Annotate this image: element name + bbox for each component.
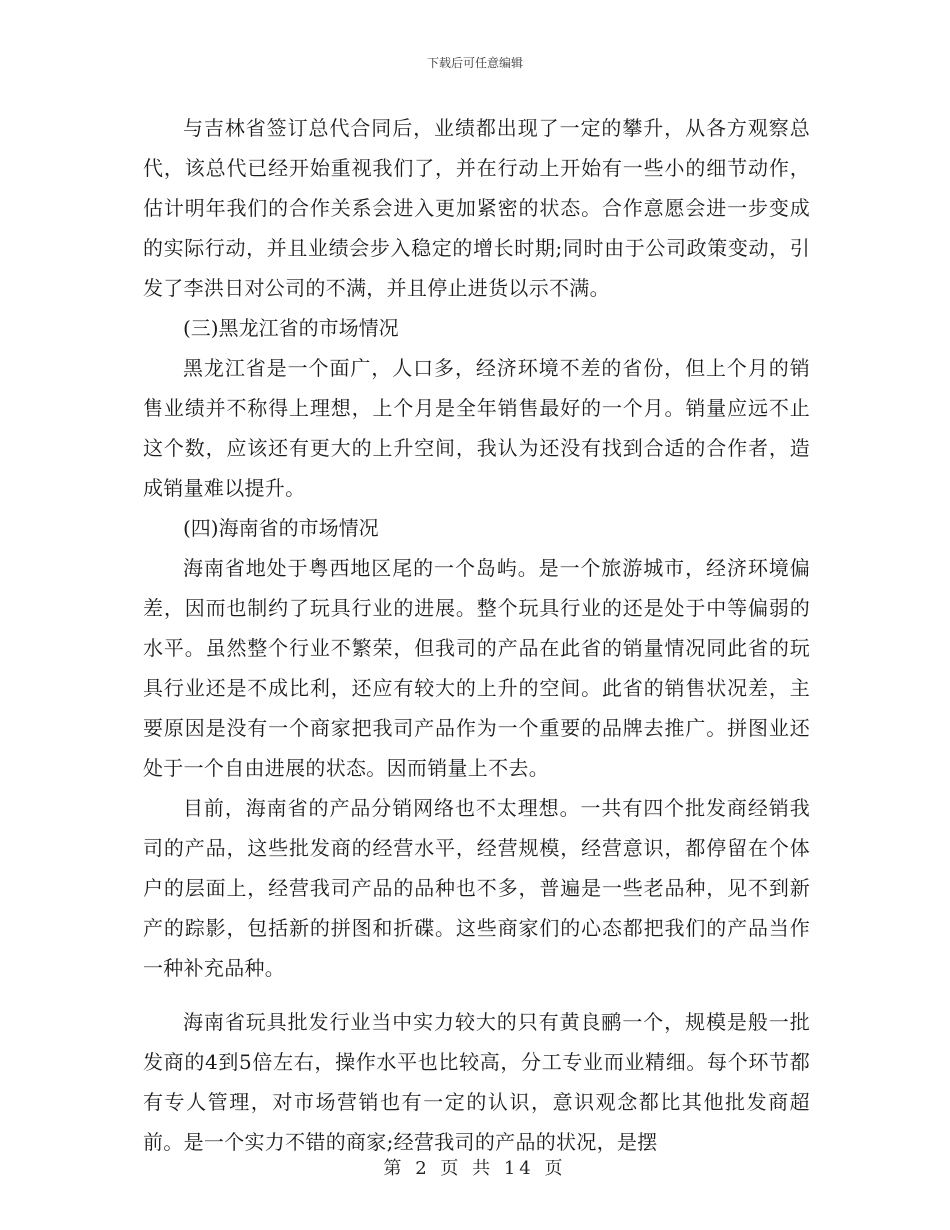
section-heading-hainan: (四)海南省的市场情况 (183, 516, 379, 540)
paragraph-hainan-distribution: 目前，海南省的产品分销网络也不太理想。一共有四个批发商经销我司的产品，这些批发商的经营水平，经营规模，经营意识，都停留在个体户的层面上，经营我司产品的品种也不多，普遍是一些老品种，见不到新产的踪影，包括新的拼图和折碟。这些商家们的心态都把我们的产品当作一种补充品种。 (143, 796, 810, 980)
paragraph-hainan-wholesaler: 海南省玩具批发行业当中实力较大的只有黄良鹂一个，规模是般一批发商的4到5倍左右，操作水平也比较高，分工专业而业精细。每个环节都有专人管理，对市场营销也有一定的认识，意识观念都比其他批发商超前。是一个实力不错的商家;经营我司的产品的状况，是摆 (143, 1010, 810, 1154)
page-number: 第 2 页 共 14 页 (383, 1158, 567, 1179)
paragraph-jilin: 与吉林省签订总代合同后，业绩都出现了一定的攀升，从各方观察总代，该总代已经开始重视我们了，并在行动上开始有一些小的细节动作，估计明年我们的合作关系会进入更加紧密的状态。合作意愿会进一步变成的实际行动，并且业绩会步入稳定的增长时期;同时由于公司政策变动，引发了李洪日对公司的不满，并且停止进货以示不满。 (143, 116, 810, 300)
paragraph-heilongjiang: 黑龙江省是一个面广，人口多，经济环境不差的省份，但上个月的销售业绩并不称得上理想，上个月是全年销售最好的一个月。销量应远不止这个数，应该还有更大的上升空间，我认为还没有找到合适的合作者，造成销量难以提升。 (143, 356, 810, 500)
paragraph-gap (143, 988, 810, 1002)
paragraph-hainan-market: 海南省地处于粤西地区尾的一个岛屿。是一个旅游城市，经济环境偏差，因而也制约了玩具行业的进展。整个玩具行业的还是处于中等偏弱的水平。虽然整个行业不繁荣，但我司的产品在此省的销量情况同此省的玩具行业还是不成比利，还应有较大的上升的空间。此省的销售状况差，主要原因是没有一个商家把我司产品作为一个重要的品牌去推广。拼图业还处于一个自由进展的状态。因而销量上不去。 (143, 556, 810, 780)
section-heading-heilongjiang: (三)黑龙江省的市场情况 (183, 316, 399, 340)
document-body (143, 108, 810, 1162)
page-header: 下载后可任意编辑 (426, 56, 523, 70)
